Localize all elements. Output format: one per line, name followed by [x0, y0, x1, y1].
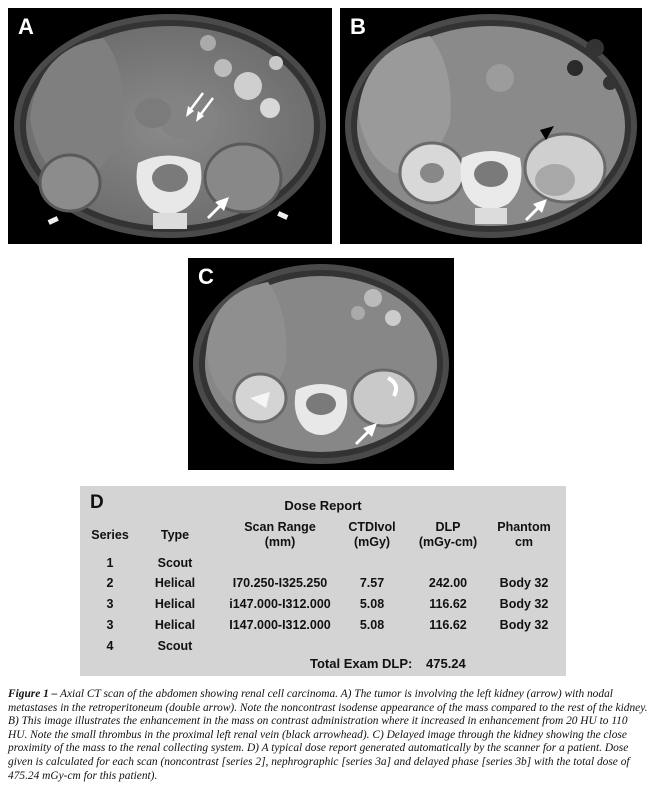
header-phantom — [484, 520, 564, 550]
header-phantom-line2: cm — [514, 535, 534, 549]
row-3-phantom: Body 32 — [499, 597, 549, 611]
header-ctdivol-line1: CTDIvol — [348, 520, 396, 534]
row-2-phantom: Body 32 — [499, 576, 549, 590]
panel-label-a: A — [18, 14, 34, 39]
row-3-series: 3 — [106, 597, 114, 611]
row-1-type: Scout — [157, 556, 193, 570]
header-scan-range-line1: Scan Range — [244, 520, 316, 534]
total-exam-dlp-value: 475.24 — [426, 656, 466, 671]
header-dlp-line1: DLP — [435, 520, 461, 534]
row-2-series: 2 — [106, 576, 114, 590]
row-2-scan-range: I70.250-I325.250 — [232, 576, 328, 590]
row-4-ctdivol: 5.08 — [359, 618, 385, 632]
row-4-series: 3 — [106, 618, 114, 632]
row-2-ctdivol: 7.57 — [359, 576, 385, 590]
row-3-ctdivol: 5.08 — [359, 597, 385, 611]
ct-image-c — [188, 258, 454, 470]
row-3-scan-range: i147.000-I312.000 — [229, 597, 331, 611]
row-2-dlp: 242.00 — [428, 576, 468, 590]
header-dlp — [406, 520, 490, 550]
header-type: Type — [160, 528, 190, 542]
panel-label-d: D — [90, 492, 104, 513]
row-3-dlp: 116.62 — [429, 597, 467, 611]
total-exam-dlp-label: Total Exam DLP: — [310, 656, 413, 671]
ct-image-b — [340, 8, 642, 244]
figure-caption — [8, 688, 648, 783]
panel-label-c: C — [198, 264, 214, 289]
header-series: Series — [91, 528, 129, 542]
header-scan-range-line2: (mm) — [264, 535, 296, 549]
caption-text: Axial CT scan of the abdomen showing renal cell carcinoma. A) The tumor is involving the left kidney (arrow) with nodal metastases in the retroperitoneum (double arrow). Note the noncontrast isodense appearance of the mass compared to the rest of the kidney. B) This image illustrates the enhancement in the mass on contrast administration where it increased in enhancement from 20 HU to 110 HU. Note the small thrombus in the proximal left renal vein (black arrowhead). C) Delayed image through the kidney showing the close proximity of the mass to the renal collecting system. D) A typical dose report generated automatically by the scanner for a patient. Dose given is calculated for each scan (noncontrast [series 2], nephrographic [series 3a] and delayed phase [series 3b] with the total dose of 475.24 mGy-cm for this patient). — [8, 688, 648, 782]
row-2-type: Helical — [154, 576, 196, 590]
row-5-type: Scout — [157, 639, 193, 653]
ct-panel-c — [188, 258, 454, 470]
header-ctdivol-line2: (mGy) — [353, 535, 391, 549]
row-3-type: Helical — [154, 597, 196, 611]
dose-report — [80, 486, 566, 676]
row-4-type: Helical — [154, 618, 196, 632]
ct-panel-b — [340, 8, 642, 244]
ct-image-a — [8, 8, 332, 244]
header-ctdivol — [332, 520, 412, 550]
ct-panel-a — [8, 8, 332, 244]
panel-label-b: B — [350, 14, 366, 39]
header-scan-range — [220, 520, 340, 550]
row-4-phantom: Body 32 — [499, 618, 549, 632]
row-5-series: 4 — [106, 639, 114, 653]
dose-report-title: Dose Report — [284, 498, 362, 513]
header-phantom-line1: Phantom — [497, 520, 551, 534]
row-4-dlp: 116.62 — [429, 618, 467, 632]
row-4-scan-range: I147.000-I312.000 — [229, 618, 331, 632]
header-dlp-line2: (mGy-cm) — [418, 535, 478, 549]
caption-label: Figure 1 – — [8, 688, 58, 700]
row-1-series: 1 — [106, 556, 114, 570]
